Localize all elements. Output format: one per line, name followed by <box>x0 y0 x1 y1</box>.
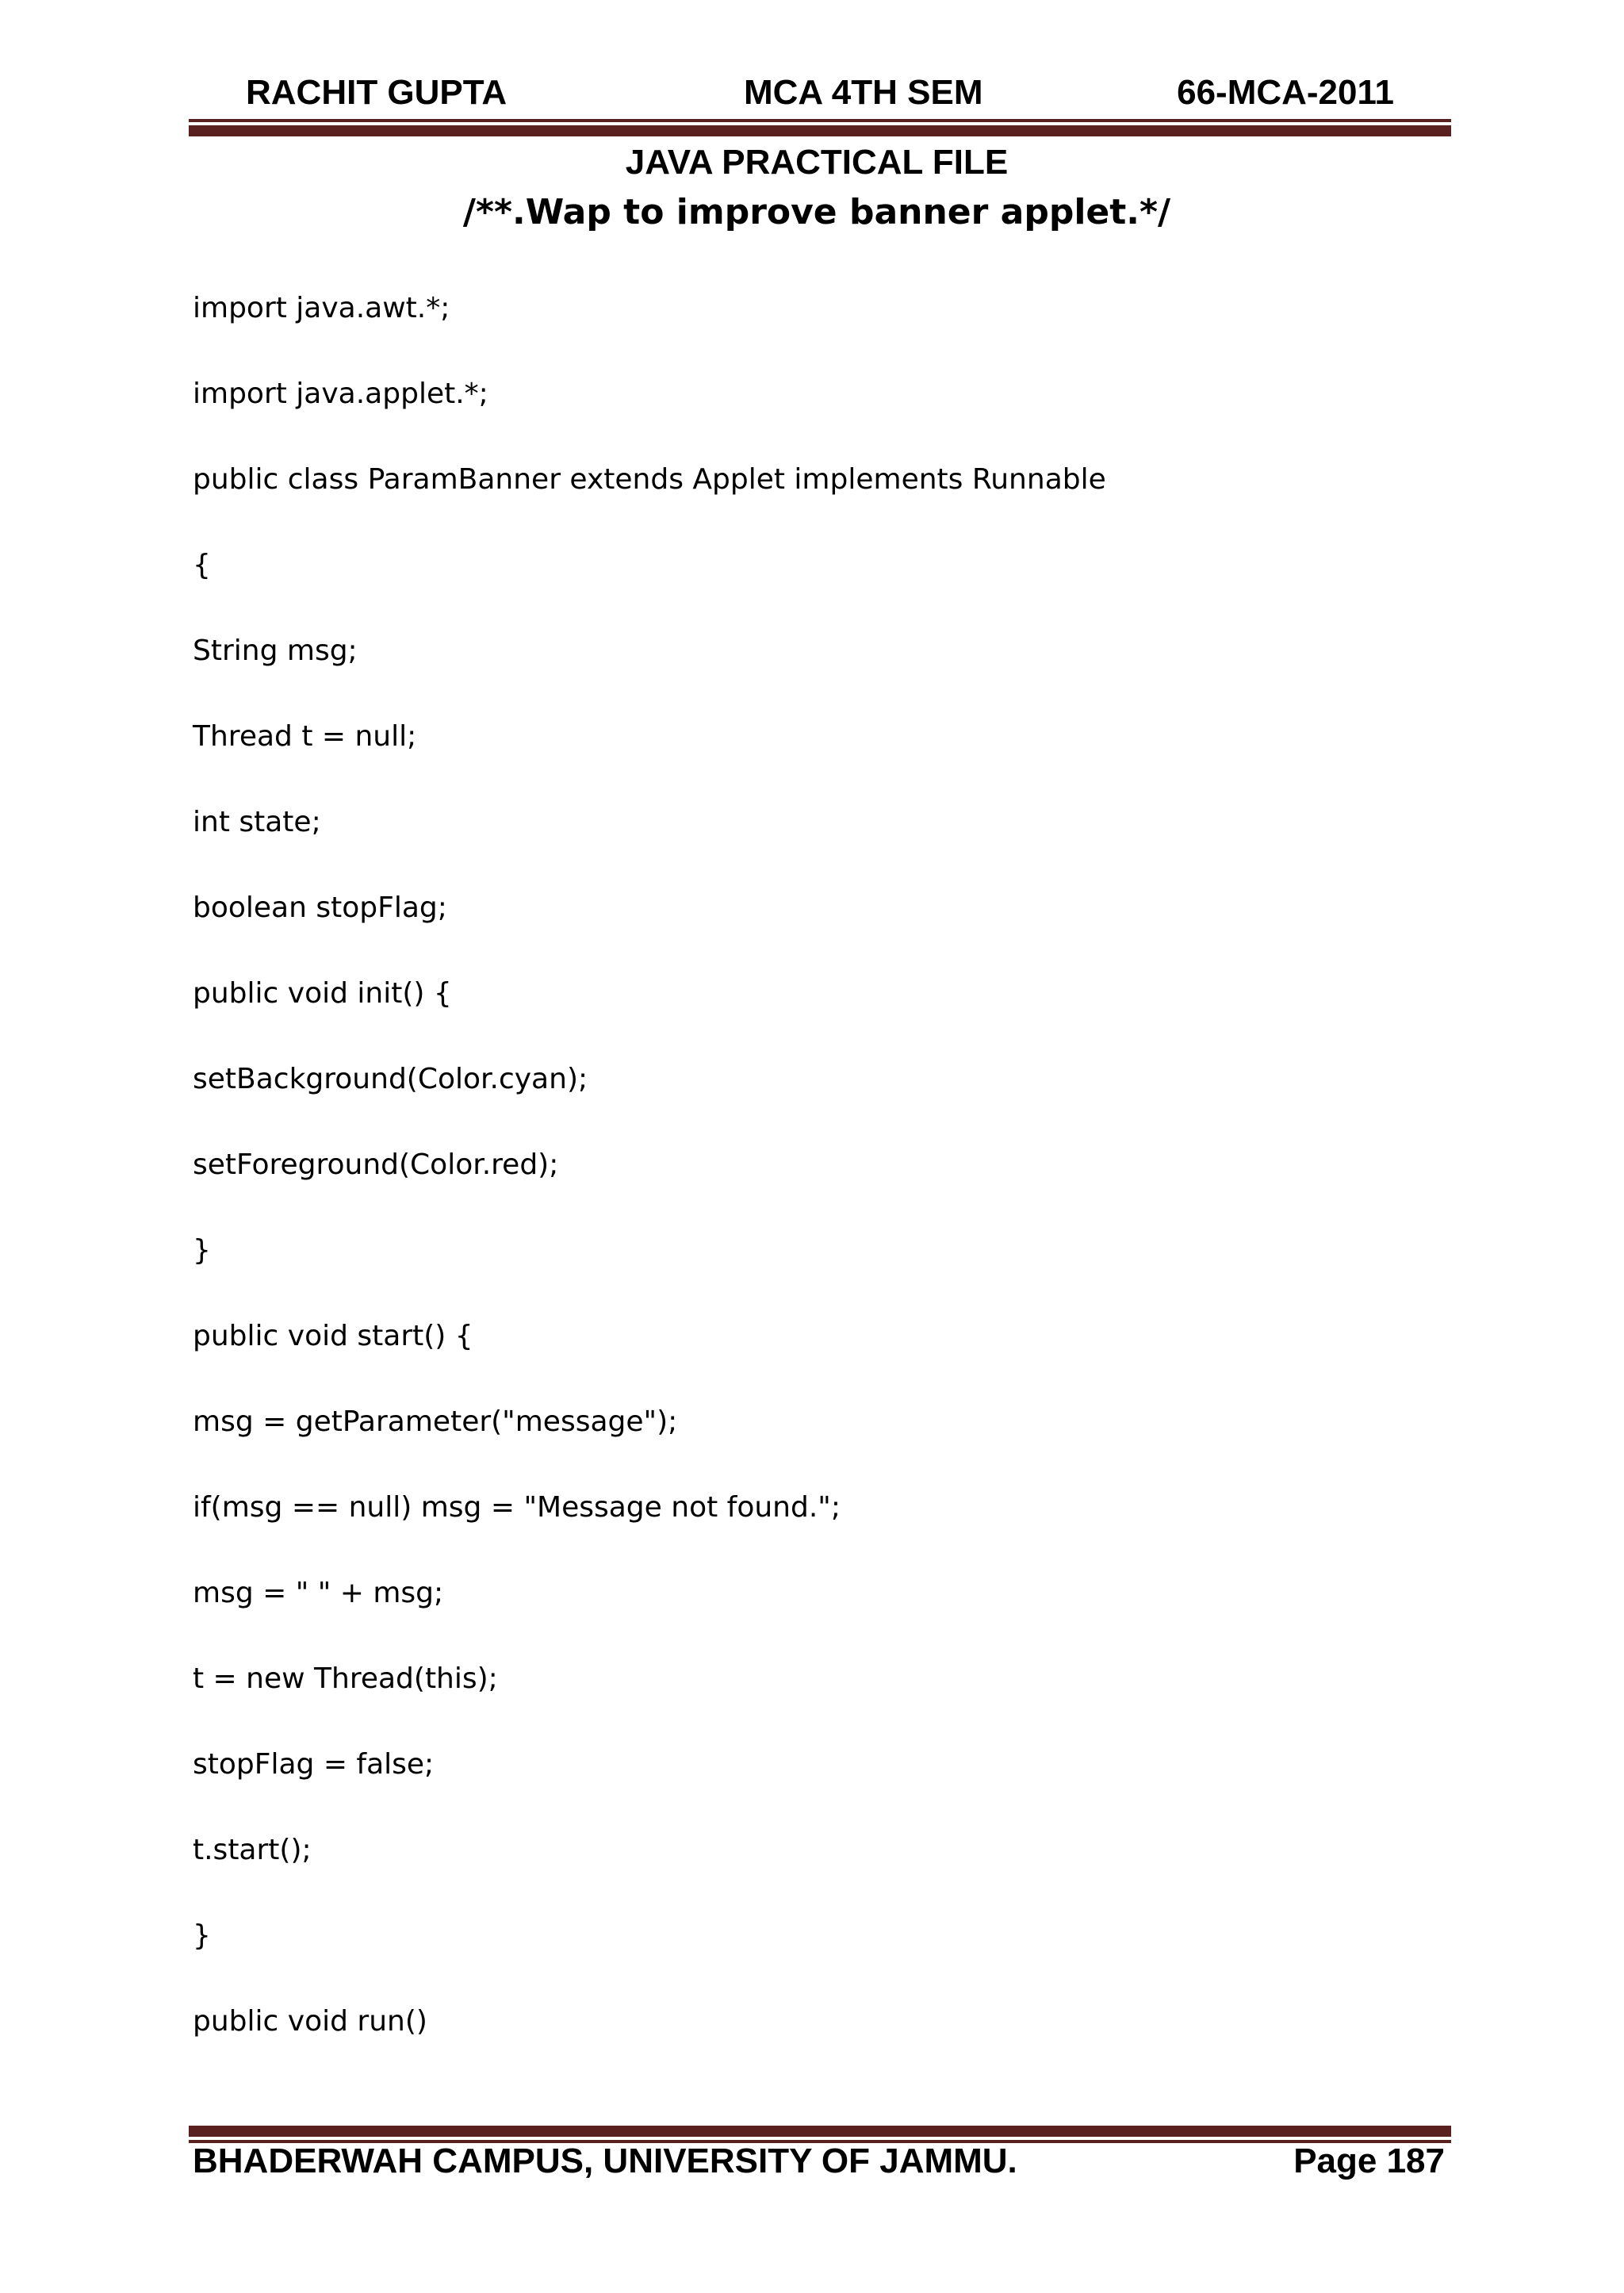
code-line: msg = getParameter("message"); <box>193 1405 678 1438</box>
code-line: public void run() <box>193 2005 427 2038</box>
code-line: Thread t = null; <box>193 720 417 753</box>
document-subtitle: /**.Wap to improve banner applet.*/ <box>462 192 1171 232</box>
code-line: } <box>193 1919 211 1952</box>
code-line: public void init() { <box>193 977 452 1010</box>
page-header <box>189 73 1451 121</box>
document-title: JAVA PRACTICAL FILE <box>625 143 1009 182</box>
code-line: boolean stopFlag; <box>193 892 447 924</box>
header-roll-number: 66-MCA-2011 <box>1177 73 1394 112</box>
code-line: String msg; <box>193 635 358 667</box>
code-line: if(msg == null) msg = "Message not found."; <box>193 1491 841 1524</box>
header-course: MCA 4TH SEM <box>744 73 983 112</box>
code-line: t = new Thread(this); <box>193 1662 498 1695</box>
code-line: public class ParamBanner extends Applet implements Runnable <box>193 463 1106 496</box>
header-rule-thick <box>189 125 1451 136</box>
code-line: } <box>193 1234 211 1267</box>
header-rule-thin <box>189 119 1451 122</box>
code-line: stopFlag = false; <box>193 1748 435 1781</box>
code-line: import java.applet.*; <box>193 378 488 410</box>
code-line: t.start(); <box>193 1834 312 1866</box>
code-listing <box>193 287 1106 2086</box>
code-line: setForeground(Color.red); <box>193 1148 559 1181</box>
footer-rule-thick <box>189 2126 1451 2137</box>
header-student-name: RACHIT GUPTA <box>246 73 508 112</box>
code-line: public void start() { <box>193 1320 473 1352</box>
code-line: import java.awt.*; <box>193 292 450 324</box>
code-line: int state; <box>193 806 321 838</box>
code-line: msg = " " + msg; <box>193 1577 444 1609</box>
code-line: setBackground(Color.cyan); <box>193 1063 588 1095</box>
footer-institution: BHADERWAH CAMPUS, UNIVERSITY OF JAMMU. <box>193 2142 1017 2180</box>
footer-page-number: Page 187 <box>1293 2142 1445 2180</box>
code-line: { <box>193 549 211 581</box>
